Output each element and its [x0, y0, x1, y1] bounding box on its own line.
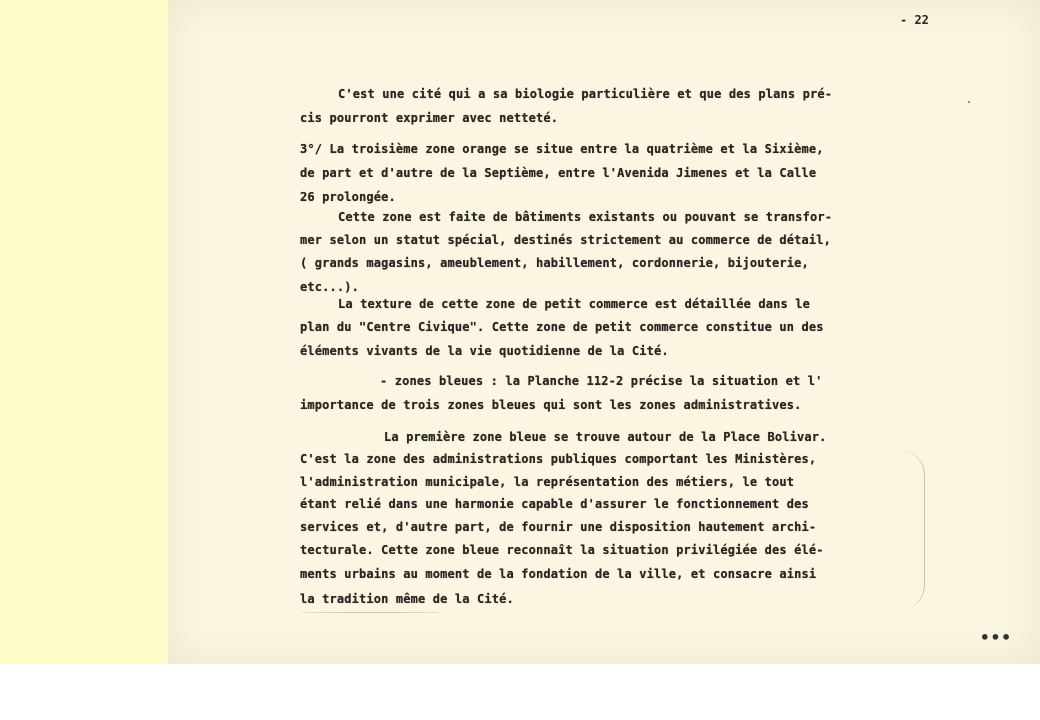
- text-line: 3°/ La troisième zone orange se situe entre la quatrième et la Sixième,: [300, 142, 824, 156]
- margin-bracket-mark: [900, 450, 925, 610]
- text-line: tecturale. Cette zone bleue reconnaît la situation privilégiée des élé-: [300, 543, 824, 557]
- text-line: etc...).: [300, 280, 359, 294]
- text-line: 26 prolongée.: [300, 190, 396, 204]
- more-options-icon[interactable]: •••: [980, 628, 1012, 647]
- text-line: de part et d'autre de la Septième, entre l'Avenida Jimenes et la Calle: [300, 166, 817, 180]
- text-line: l'administration municipale, la représentation des métiers, le tout: [300, 475, 795, 489]
- text-line: C'est la zone des administrations publiques comportant les Ministères,: [300, 452, 817, 466]
- text-line: Cette zone est faite de bâtiments existants ou pouvant se transfor-: [338, 210, 833, 224]
- text-line: importance de trois zones bleues qui sont les zones administratives.: [300, 398, 802, 412]
- left-margin: [0, 0, 168, 664]
- text-line: - zones bleues : la Planche 112-2 précise la situation et l': [380, 374, 823, 388]
- text-line: La texture de cette zone de petit commerce est détaillée dans le: [338, 297, 810, 311]
- bottom-strip: [0, 664, 1040, 720]
- text-line: services et, d'autre part, de fournir une disposition hautement archi-: [300, 520, 817, 534]
- text-line: cis pourront exprimer avec netteté.: [300, 111, 559, 125]
- text-line: éléments vivants de la vie quotidienne de la Cité.: [300, 344, 669, 358]
- text-line: étant relié dans une harmonie capable d'assurer le fonctionnement des: [300, 497, 809, 511]
- text-line: plan du "Centre Civique". Cette zone de petit commerce constitue un des: [300, 320, 824, 334]
- page-number: - 22: [900, 13, 929, 27]
- text-line: ( grands magasins, ameublement, habillement, cordonnerie, bijouterie,: [300, 256, 809, 270]
- text-line: mer selon un statut spécial, destinés strictement au commerce de détail,: [300, 233, 831, 247]
- text-line: C'est une cité qui a sa biologie particulière et que des plans pré-: [338, 87, 833, 101]
- text-line: ments urbains au moment de la fondation de la ville, et consacre ainsi: [300, 567, 817, 581]
- text-line: La première zone bleue se trouve autour de la Place Bolivar.: [384, 430, 827, 444]
- paper-speck: [968, 101, 970, 103]
- text-line: la tradition même de la Cité.: [300, 592, 514, 606]
- paper-speck: [300, 612, 440, 613]
